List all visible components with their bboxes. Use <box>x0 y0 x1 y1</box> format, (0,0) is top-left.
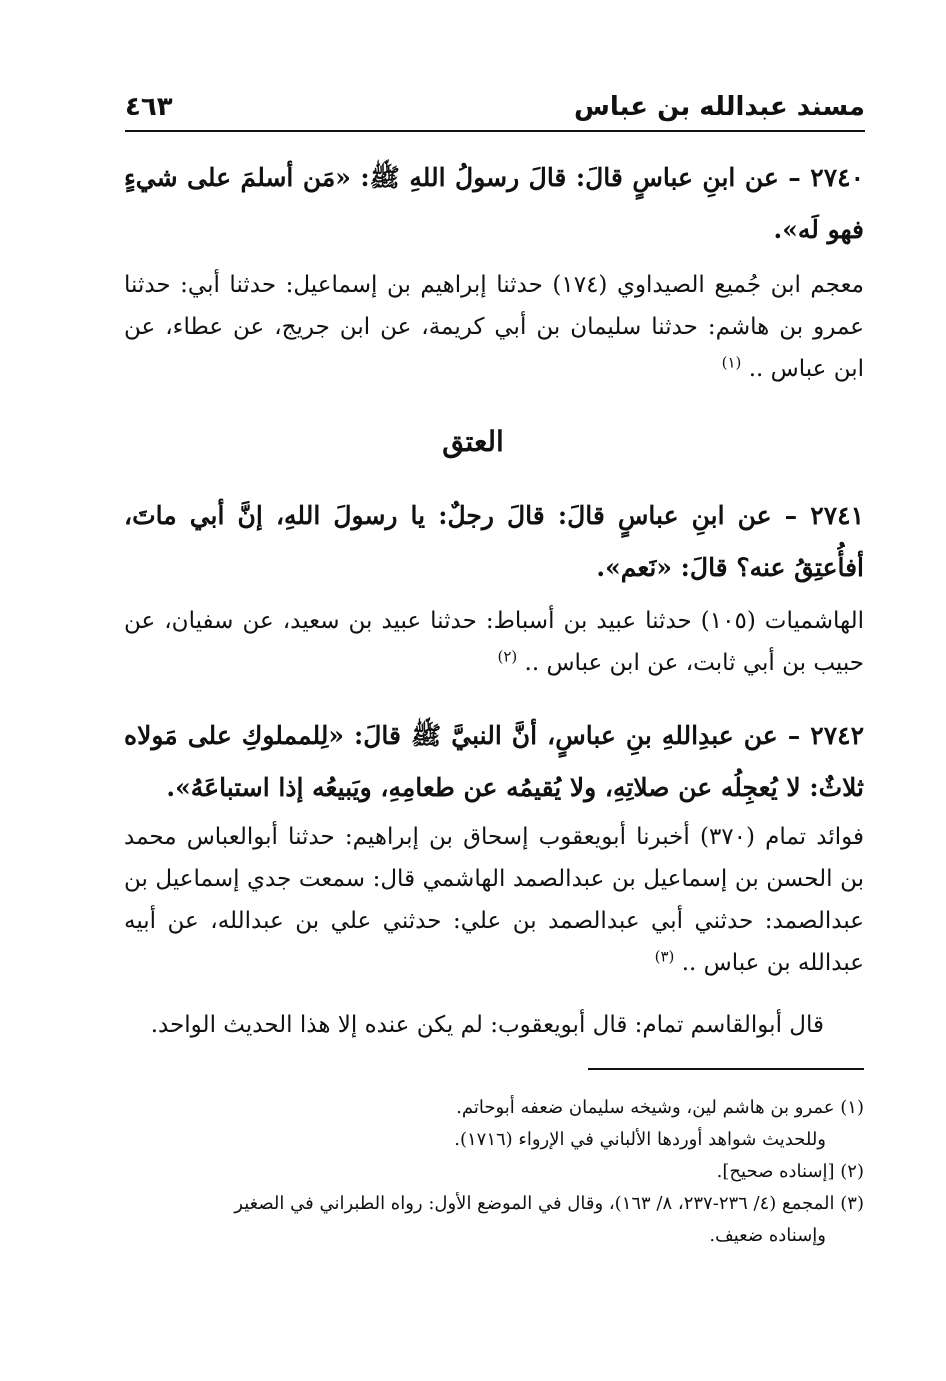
hadith-2740-source <box>124 264 864 390</box>
hadith-2742 <box>124 710 864 814</box>
footnote-1-line-1: (١) عمرو بن هاشم لين، وشيخه سليمان ضعفه أبوحاتم. <box>456 1097 864 1118</box>
hadith-2742-text: ٢٧٤٢ – عن عبدِاللهِ بنِ عباسٍ، أنَّ النبيَّ ﷺ قالَ: «لِلمملوكِ على مَولاه ثلاثٌ: لا يُعجِلُه عن صلاتِهِ، ولا يُقيمُه عن طعامِهِ، ويَبيعُه إذا استباعَهُ». <box>124 721 864 802</box>
footnote-ref-2: (٢) <box>497 647 518 666</box>
footnote-3-line-2: وإسناده ضعيف. <box>709 1225 826 1246</box>
footnote-ref-1: (١) <box>721 353 742 372</box>
page-number: ٤٦٣ <box>125 92 173 122</box>
hadith-2741-source-text: الهاشميات (١٠٥) حدثنا عبيد بن أسباط: حدثنا عبيد بن سعيد، عن سفيان، عن حبيب بن أبي ثابت، عن ابن عباس .. <box>124 608 864 676</box>
hadith-2741-source <box>124 600 864 684</box>
hadith-2740-text: ٢٧٤٠ – عن ابنِ عباسٍ قالَ: قالَ رسولُ اللهِ ﷺ: «مَن أسلمَ على شيءٍ فهو لَه». <box>124 163 864 244</box>
running-header <box>125 86 865 132</box>
hadith-2740-source-text: معجم ابن جُميع الصيداوي (١٧٤) حدثنا إبراهيم بن إسماعيل: حدثنا أبي: حدثنا عمرو بن هاشم: حدثنا سليمان بن أبي كريمة، عن ابن جريج، عن عطاء، عن ابن عباس .. <box>124 272 864 382</box>
footnote-1-line-2: وللحديث شواهد أوردها الألباني في الإرواء (١٧١٦). <box>454 1129 826 1150</box>
header-title: مسند عبدالله بن عباس <box>574 92 865 122</box>
hadith-2742-source <box>124 816 864 984</box>
footnote-3-line-1: (٣) المجمع (٤/ ٢٣٦-٢٣٧، ٨/ ١٦٣)، وقال في الموضع الأول: رواه الطبراني في الصغير <box>234 1193 864 1214</box>
hadith-2741 <box>124 490 864 594</box>
footnote-2: (٢) [إسناده صحيح]. <box>716 1161 864 1182</box>
hadith-2742-note-text: قال أبوالقاسم تمام: قال أبويعقوب: لم يكن عنده إلا هذا الحديث الواحد. <box>150 1012 824 1038</box>
section-title: العتق <box>442 425 504 458</box>
footnote-ref-3: (٣) <box>654 947 675 966</box>
footnote-separator <box>588 1068 864 1070</box>
hadith-2742-source-text: فوائد تمام (٣٧٠) أخبرنا أبويعقوب إسحاق بن إبراهيم: حدثنا أبوالعباس محمد بن الحسن بن إسماعيل بن عبدالصمد الهاشمي قال: سمعت جدي إسماعيل بن عبدالصمد: حدثني أبي عبدالصمد بن علي: حدثني علي بن عبدالله، عن أبيه عبدالله بن عباس .. <box>124 824 864 976</box>
hadith-2742-note <box>124 1004 864 1046</box>
footnotes <box>124 1092 864 1252</box>
hadith-2740 <box>124 152 864 256</box>
hadith-2741-text: ٢٧٤١ – عن ابنِ عباسٍ قالَ: قالَ رجلٌ: يا رسولَ اللهِ، إنَّ أبي ماتَ، أفأُعتِقُ عنه؟ قالَ: «نَعم». <box>124 501 864 582</box>
